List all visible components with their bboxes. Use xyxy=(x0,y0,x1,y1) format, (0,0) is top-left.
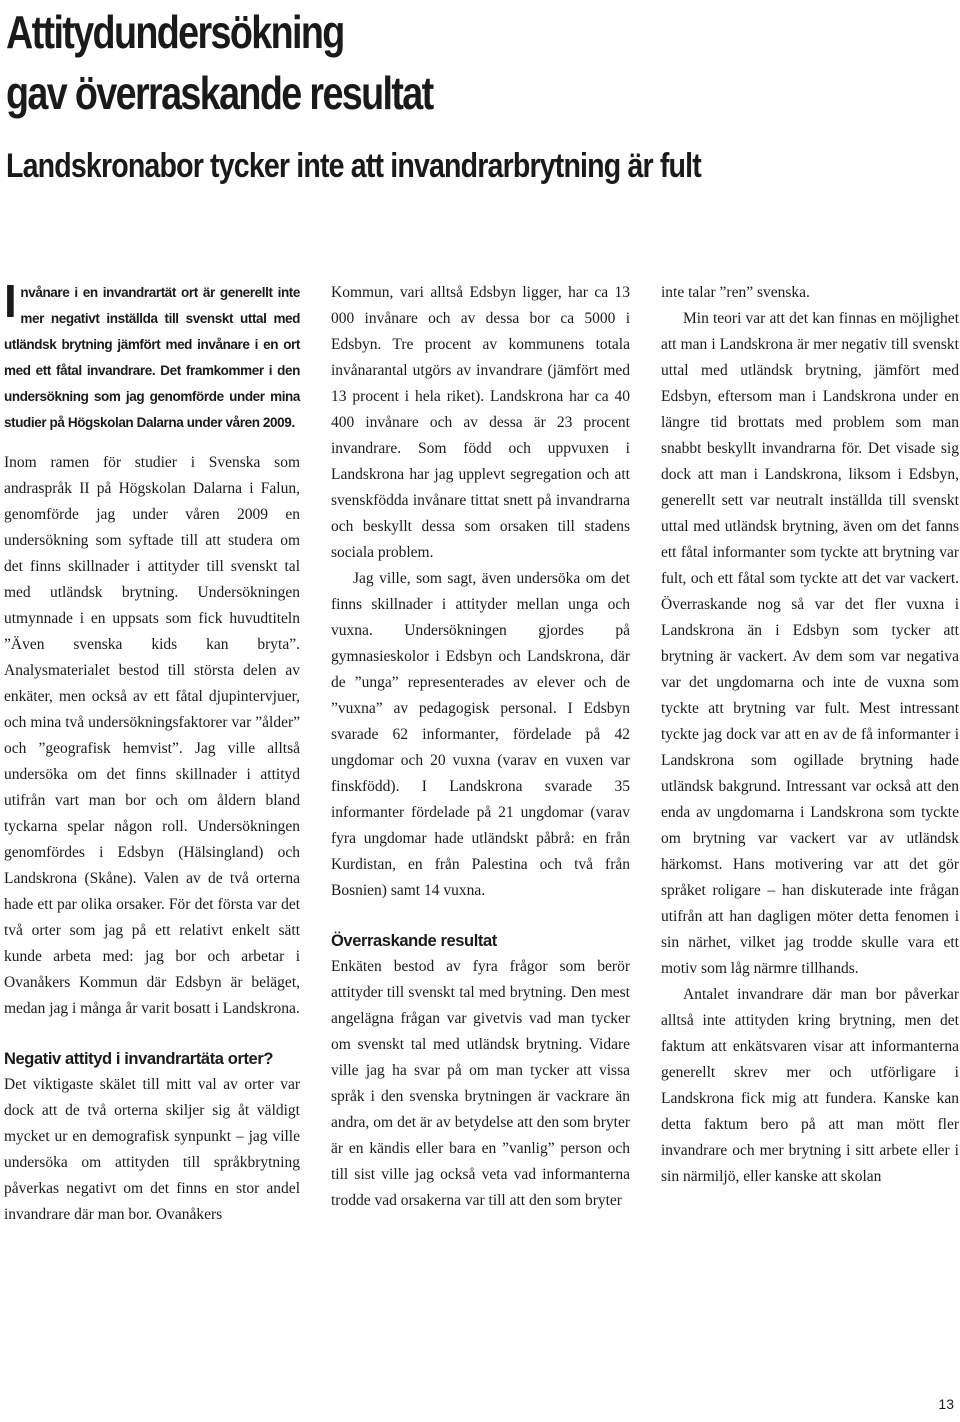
lead-text: nvånare i en invandrartät ort är generellt inte mer negativt inställda till svenskt uttal med utländsk brytning jämfört med invånare i en ort med ett fåtal invandrare. Det framkommer i den undersökning som jag genomförde under mina studier på Högskolan Dalarna under våren 2009. xyxy=(4,285,300,430)
page-number: 13 xyxy=(938,1396,954,1412)
title-line-2: gav överraskande resultat xyxy=(6,67,433,119)
drop-cap: I xyxy=(4,275,17,327)
body-paragraph: Jag ville, som sagt, även undersöka om det finns skillnader i attityder mellan unga och vuxna. Undersökningen gjordes på gymnasieskolor i Edsbyn och Landskrona, där de ”unga” representerades av elever och de ”vuxna” av pedagogisk personal. I Edsbyn svarade 62 informanter, fördelade på 42 ungdomar och 20 vuxna (varav en vuxen var finskfödd). I Landskrona svarade 35 informanter fördelade på 21 ungdomar (varav fyra ungdomar hade utländskt påbrå: en från Kurdistan, en från Palestina och två från Bosnien) samt 14 vuxna. xyxy=(331,570,630,899)
body-paragraph: Inom ramen för studier i Svenska som andraspråk II på Högskolan Dalarna i Falun, genomförde jag under våren 2009 en undersökning som syftade till att studera om det finns skillnader i attityder till svenskt tal med utländsk brytning. Undersökningen utmynnade i en uppsats som fick huvudtiteln ”Även svenska kids kan bryta”. Analysmaterialet bestod till största delen av enkäter, men också av ett fåtal djupintervjuer, och mina två undersökningsfaktorer var ”ålder” och ”geografisk hemvist”. Jag ville alltså undersöka om det finns skillnader i attityd utifrån vart man bor och om åldern bland tyckarna spelar någon roll. Undersökningen genomfördes i Edsbyn (Hälsingland) och Landskrona (Skåne). Valen av de två orterna hade ett par olika orsaker. För det första var det två orter som jag på ett relativt enkelt sätt kunde arbeta med: jag bor och arbetar i Ovanåkers Kommun där Edsbyn är beläget, medan jag i många år varit bosatt i Landskrona. xyxy=(4,454,300,1017)
body-paragraph: Det viktigaste skälet till mitt val av orter var dock att de två orterna skiljer sig åt väldigt mycket ur en demografisk synpunkt – jag ville undersöka om attityden till språkbrytning påverkas negativt om det finns en stor andel invandrare där man bor. Ovanåkers xyxy=(4,1076,300,1223)
section-heading-1: Negativ attityd i invandrartäta orter? xyxy=(4,1050,274,1068)
column-1 xyxy=(4,275,300,1228)
body-paragraph: inte talar ”ren” svenska. xyxy=(661,284,810,301)
body-paragraph: Antalet invandrare där man bor påverkar alltså inte attityden kring brytning, men det faktum att enkätsvaren visar att informanterna generellt skrev mer och utförligare i Landskrona fick mig att fundera. Kanske kan detta faktum bero på att man mött fler invandrare och mer brytning i sitt arbete eller i sin närmiljö, eller kanske att skolan xyxy=(661,986,959,1185)
column-2 xyxy=(331,280,630,1214)
title xyxy=(6,2,785,124)
body-paragraph: Enkäten bestod av fyra frågor som berör attityder till svenskt tal med brytning. Den mest angelägna frågan var givetvis vad man tycker om svenskt tal med utländsk brytning. Vidare ville jag ha svar på om man tycker att vissa språk i den svenska brytningen är vackrare än andra, om det är av betydelse att den som bryter är en kändis eller bara en ”vanlig” person och till sist ville jag också veta vad informanterna trodde vad orsakerna var till att den som bryter xyxy=(331,958,630,1209)
body-paragraph: Kommun, vari alltså Edsbyn ligger, har ca 13 000 invånare och av dessa bor ca 5000 i Edsbyn. Tre procent av kommunens totala invånarantal utgörs av invandrare (jämfört med 13 procent i hela riket). Landskrona har ca 40 400 invånare och av dessa är 23 procent invandrare. Som född och uppvuxen i Landskrona har jag upplevt segregation och att svenskfödda invånare tittat snett på invandrarna och beskyllt dessa som orsaken till stadens sociala problem. xyxy=(331,284,630,561)
lead-paragraph xyxy=(4,275,300,436)
body-paragraph: Min teori var att det kan finnas en möjlighet att man i Landskrona är mer negativ till svenskt uttal med utländsk brytning, jämfört med Edsbyn, eftersom man i Landskrona under en längre tid brottats med problem som man snabbt beskyllt invandrarna för. Det visade sig dock att man i Landskrona, liksom i Edsbyn, generellt sett var neutralt inställda till svenskt uttal med utländsk brytning, även om det fanns ett fåtal informanter som tyckte att brytning var fult, och ett fåtal som tyckte att det var vackert. Överraskande nog så var det fler vuxna i Landskrona än i Edsbyn som tycker att brytning är vackert. Av dem som var negativa var det ungdomarna och inte de vuxna som tyckte att brytning var fult. Mest intressant tyckte jag dock var att en av de få informanter i Landskrona som ogillade brytning hade utländsk bakgrund. Intressant var också att den enda av ungdomarna i Landskrona som tyckte om brytning var vackert var av utländsk härkomst. Hans motivering var att det gör språket roligare – han diskuterade inte frågan utifrån att han dagligen möter detta fenomen i sin närhet, vilket jag trodde skulle vara ett motiv som låg närmre tillhands. xyxy=(661,310,959,977)
section-heading-2: Överraskande resultat xyxy=(331,932,497,950)
subtitle: Landskronabor tycker inte att invandrarbrytning är fult xyxy=(6,147,701,185)
column-3 xyxy=(661,280,959,1190)
title-line-1: Attitydundersökning xyxy=(6,6,344,58)
